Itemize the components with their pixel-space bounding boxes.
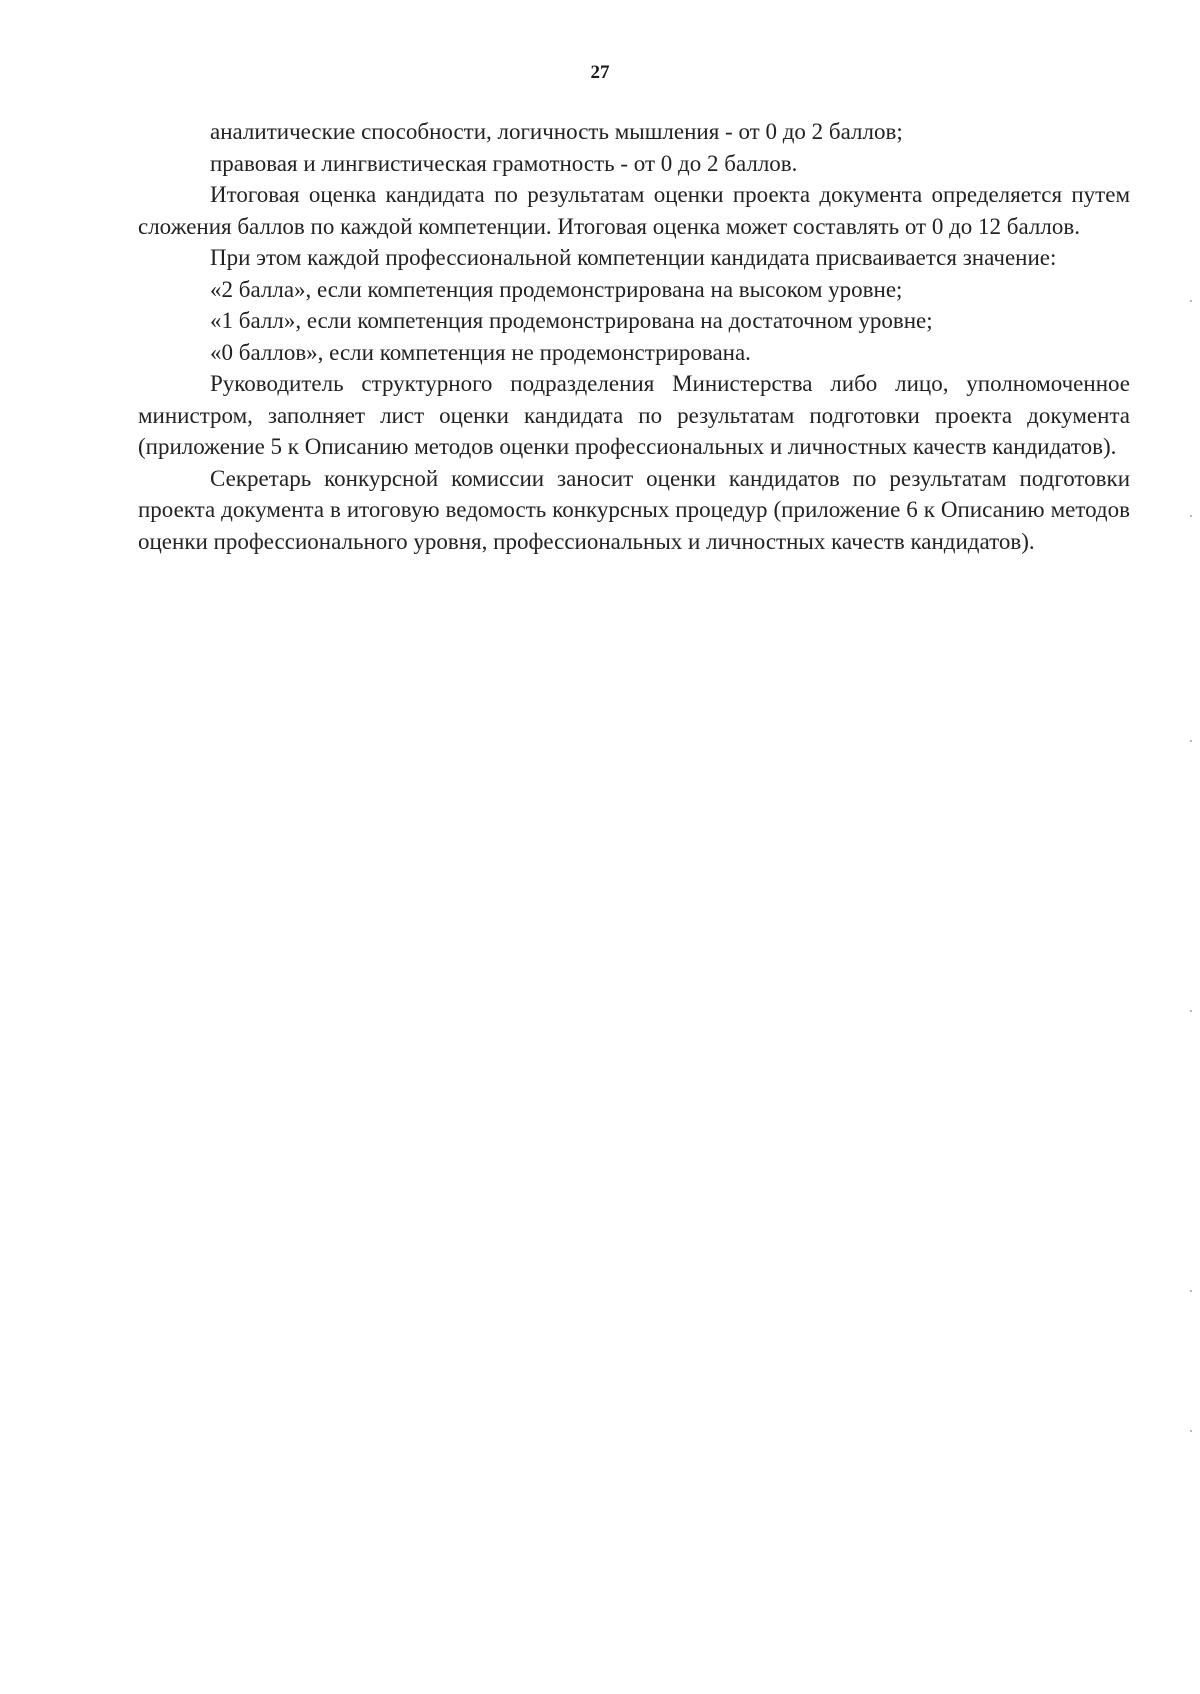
paragraph-criterion-analytical: аналитические способности, логичность мышления - от 0 до 2 баллов; bbox=[210, 119, 903, 144]
paragraph-final-score: Итоговая оценка кандидата по результатам оценки проекта документа определяется путем сложения баллов по каждой компетенции. Итоговая оценка может составлять от 0 до 12 баллов. bbox=[138, 182, 1130, 239]
scan-mark bbox=[1190, 1010, 1192, 1012]
paragraph-competence-values: При этом каждой профессиональной компетенции кандидата присваивается значение: bbox=[210, 245, 1057, 270]
scan-mark bbox=[1190, 515, 1192, 517]
paragraph-score-2: «2 балла», если компетенция продемонстрирована на высоком уровне; bbox=[210, 276, 903, 302]
scan-mark bbox=[1190, 300, 1192, 302]
paragraph-score-0: «0 баллов», если компетенция не продемонстрирована. bbox=[210, 339, 751, 365]
scan-mark bbox=[1190, 1290, 1192, 1292]
paragraph-criterion-legal-linguistic: правовая и лингвистическая грамотность - от 0 до 2 баллов. bbox=[210, 150, 798, 176]
page-number: 27 bbox=[590, 62, 610, 83]
paragraph-secretary: Секретарь конкурсной комиссии заносит оценки кандидатов по результатам подготовки проекта документа в итоговую ведомость конкурсных процедур (приложение 6 к Описанию методов оценки профессионального уровня, профессиональных и личностных качеств кандидатов). bbox=[138, 465, 1130, 554]
scan-mark bbox=[1190, 740, 1192, 742]
paragraph-score-1: «1 балл», если компетенция продемонстрирована на достаточном уровне; bbox=[210, 308, 933, 333]
paragraph-head-of-unit: Руководитель структурного подразделения Министерства либо лицо, уполномоченное министром, заполняет лист оценки кандидата по результатам подготовки проекта документа (приложение 5 к Описанию методов оценки профессиональных и личностных качеств кандидатов). bbox=[138, 371, 1130, 459]
document-body bbox=[138, 116, 1130, 557]
scan-mark bbox=[1190, 1430, 1192, 1432]
